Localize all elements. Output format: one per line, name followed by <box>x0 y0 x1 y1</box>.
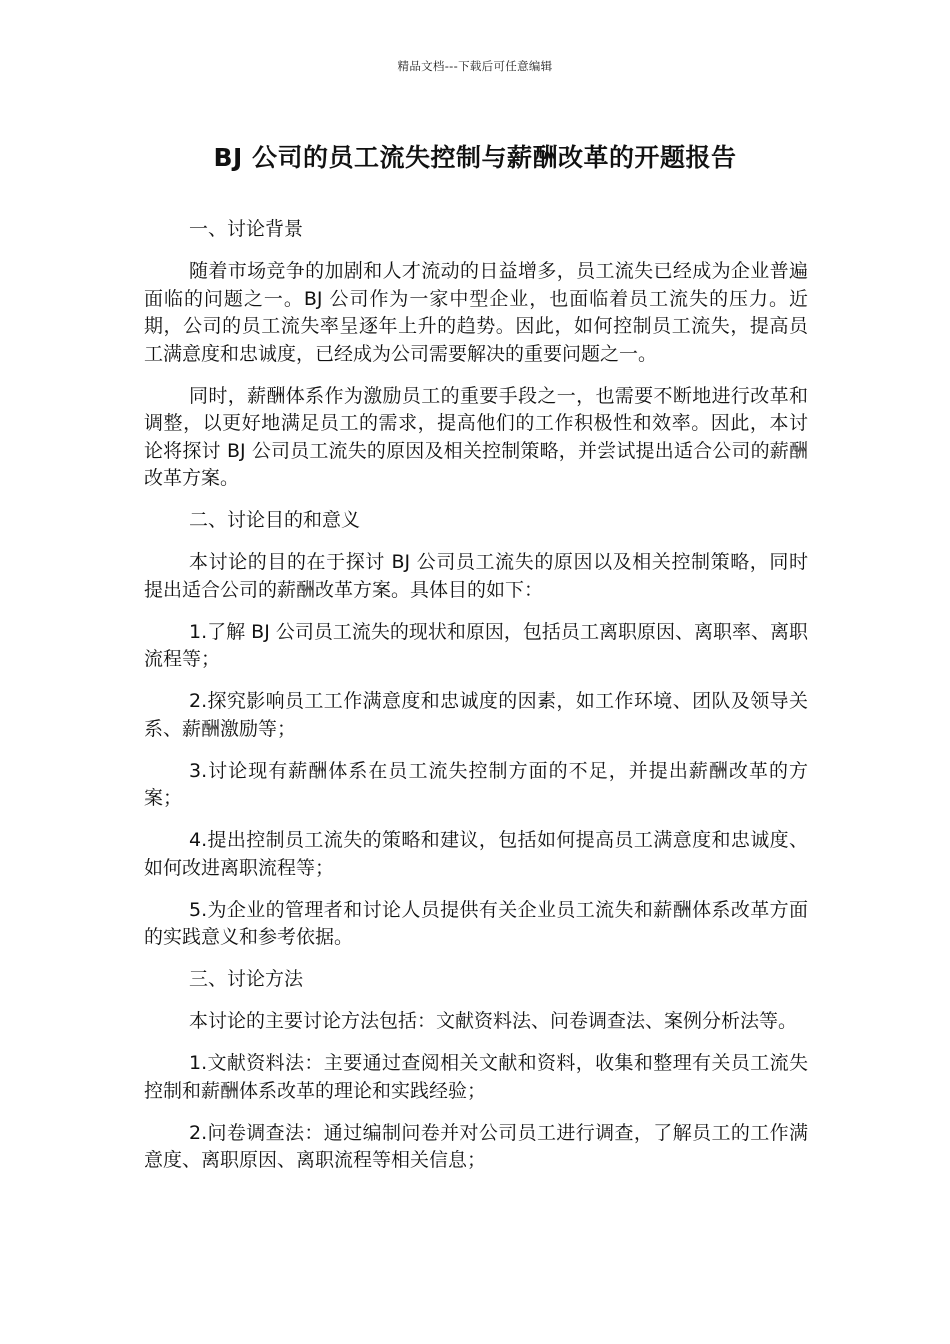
paragraph-background-1: 随着市场竞争的加剧和人才流动的日益增多，员工流失已经成为企业普遍面临的问题之一。BJ 公司作为一家中型企业，也面临着员工流失的压力。近期，公司的员工流失率呈逐年上升的趋势。因此，如何控制员工流失，提高员工满意度和忠诚度，已经成为公司需要解决的重要问题之一。 <box>144 260 808 365</box>
list-item-purpose-5: 5.为企业的管理者和讨论人员提供有关企业员工流失和薪酬体系改革方面的实践意义和参考依据。 <box>144 898 808 948</box>
page-header: 精品文档---下载后可任意编辑 <box>397 59 553 73</box>
list-item-methods-1: 1.文献资料法：主要通过查阅相关文献和资料，收集和整理有关员工流失控制和薪酬体系改革的理论和实践经验； <box>144 1052 808 1102</box>
list-item-purpose-3: 3.讨论现有薪酬体系在员工流失控制方面的不足，并提出薪酬改革的方案； <box>144 759 808 809</box>
paragraph-background-2: 同时，薪酬体系作为激励员工的重要手段之一，也需要不断地进行改革和调整，以更好地满足员工的需求，提高他们的工作积极性和效率。因此，本讨论将探讨 BJ 公司员工流失的原因及相关控制策略，并尝试提出适合公司的薪酬改革方案。 <box>144 384 808 489</box>
list-item-purpose-1: 1.了解 BJ 公司员工流失的现状和原因，包括员工离职原因、离职率、离职流程等； <box>144 620 808 670</box>
section-heading-background: 一、讨论背景 <box>189 218 304 240</box>
list-item-methods-2: 2.问卷调查法：通过编制问卷并对公司员工进行调查，了解员工的工作满意度、离职原因、离职流程等相关信息； <box>144 1121 808 1171</box>
section-heading-purpose: 二、讨论目的和意义 <box>189 509 361 531</box>
paragraph-methods-intro: 本讨论的主要讨论方法包括：文献资料法、问卷调查法、案例分析法等。 <box>189 1010 798 1032</box>
paragraph-purpose-intro: 本讨论的目的在于探讨 BJ 公司员工流失的原因以及相关控制策略，同时提出适合公司的薪酬改革方案。具体目的如下： <box>144 551 808 601</box>
document-body <box>144 216 808 1189</box>
section-heading-methods: 三、讨论方法 <box>189 968 304 990</box>
document-title: BJ 公司的员工流失控制与薪酬改革的开题报告 <box>213 143 737 172</box>
list-item-purpose-4: 4.提出控制员工流失的策略和建议，包括如何提高员工满意度和忠诚度、如何改进离职流程等； <box>144 829 808 879</box>
list-item-purpose-2: 2.探究影响员工工作满意度和忠诚度的因素，如工作环境、团队及领导关系、薪酬激励等； <box>144 690 808 740</box>
